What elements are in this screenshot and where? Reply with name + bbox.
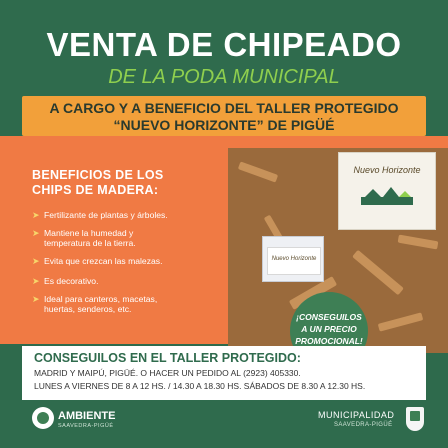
- benefit-text: Mantiene la humedad y: [44, 228, 134, 238]
- benefits-title-line-2: CHIPS DE MADERA:: [32, 183, 159, 197]
- benefits-title-line-1: BENEFICIOS DE LOS: [32, 168, 164, 182]
- benefit-text: temperatura de la tierra.: [44, 238, 136, 248]
- arrow-icon: ➤: [32, 276, 40, 286]
- municipality-name: MUNICIPALIDAD: [318, 410, 395, 420]
- label-card-title: Nuevo Horizonte: [353, 165, 421, 175]
- banner-line-2: “NUEVO HORIZONTE” DE PIGÜÉ: [113, 117, 335, 133]
- page-subtitle: DE LA PODA MUNICIPAL: [108, 66, 340, 88]
- shield-icon: [406, 407, 424, 431]
- product-box-text: Nuevo Horizonte: [271, 256, 317, 262]
- info-box: [22, 346, 426, 400]
- benefit-text: huertas, senderos, etc.: [44, 304, 132, 314]
- arrow-icon: ➤: [32, 256, 40, 266]
- promo-line-2: A UN PRECIO: [301, 324, 357, 334]
- promo-line-1: ¡CONSEGUILOS: [296, 312, 362, 322]
- arrow-icon: ➤: [32, 294, 40, 304]
- promo-line-3: PROMOCIONAL!: [295, 336, 363, 346]
- ambiente-logo-text: AMBIENTE: [58, 410, 116, 422]
- benefit-text: Es decorativo.: [44, 276, 99, 286]
- arrow-icon: ➤: [32, 228, 40, 238]
- banner-line-1: A CARGO Y A BENEFICIO DEL TALLER PROTEGIDO: [49, 100, 399, 116]
- product-label-card: [338, 152, 436, 230]
- house-icon: [357, 183, 417, 207]
- organizer-banner: [22, 96, 426, 136]
- ambiente-logo-subtext: SAAVEDRA-PIGÜÉ: [58, 423, 114, 429]
- benefit-text: Evita que crezcan las malezas.: [44, 256, 163, 266]
- municipality-subname: SAAVEDRA-PIGÜÉ: [334, 422, 393, 428]
- arrow-icon: ➤: [32, 210, 40, 220]
- leaf-logo-icon: [32, 407, 54, 429]
- product-box-label: [267, 247, 321, 275]
- product-box: [262, 236, 324, 282]
- info-hours: LUNES A VIERNES DE 8 A 12 HS. / 14.30 A 18.30 HS. SÁBADOS DE 8.30 A 12.30 HS.: [34, 381, 366, 391]
- info-address: MADRID Y MAIPÚ, PIGÜÉ. O HACER UN PEDIDO AL (2923) 405330.: [34, 368, 301, 378]
- benefits-panel: [22, 148, 232, 348]
- page-title: VENTA DE CHIPEADO: [46, 26, 402, 63]
- benefit-text: Fertilizante de plantas y árboles.: [44, 210, 168, 220]
- benefit-text: Ideal para canteros, macetas,: [44, 294, 158, 304]
- info-title: CONSEGUILOS EN EL TALLER PROTEGIDO:: [34, 351, 301, 365]
